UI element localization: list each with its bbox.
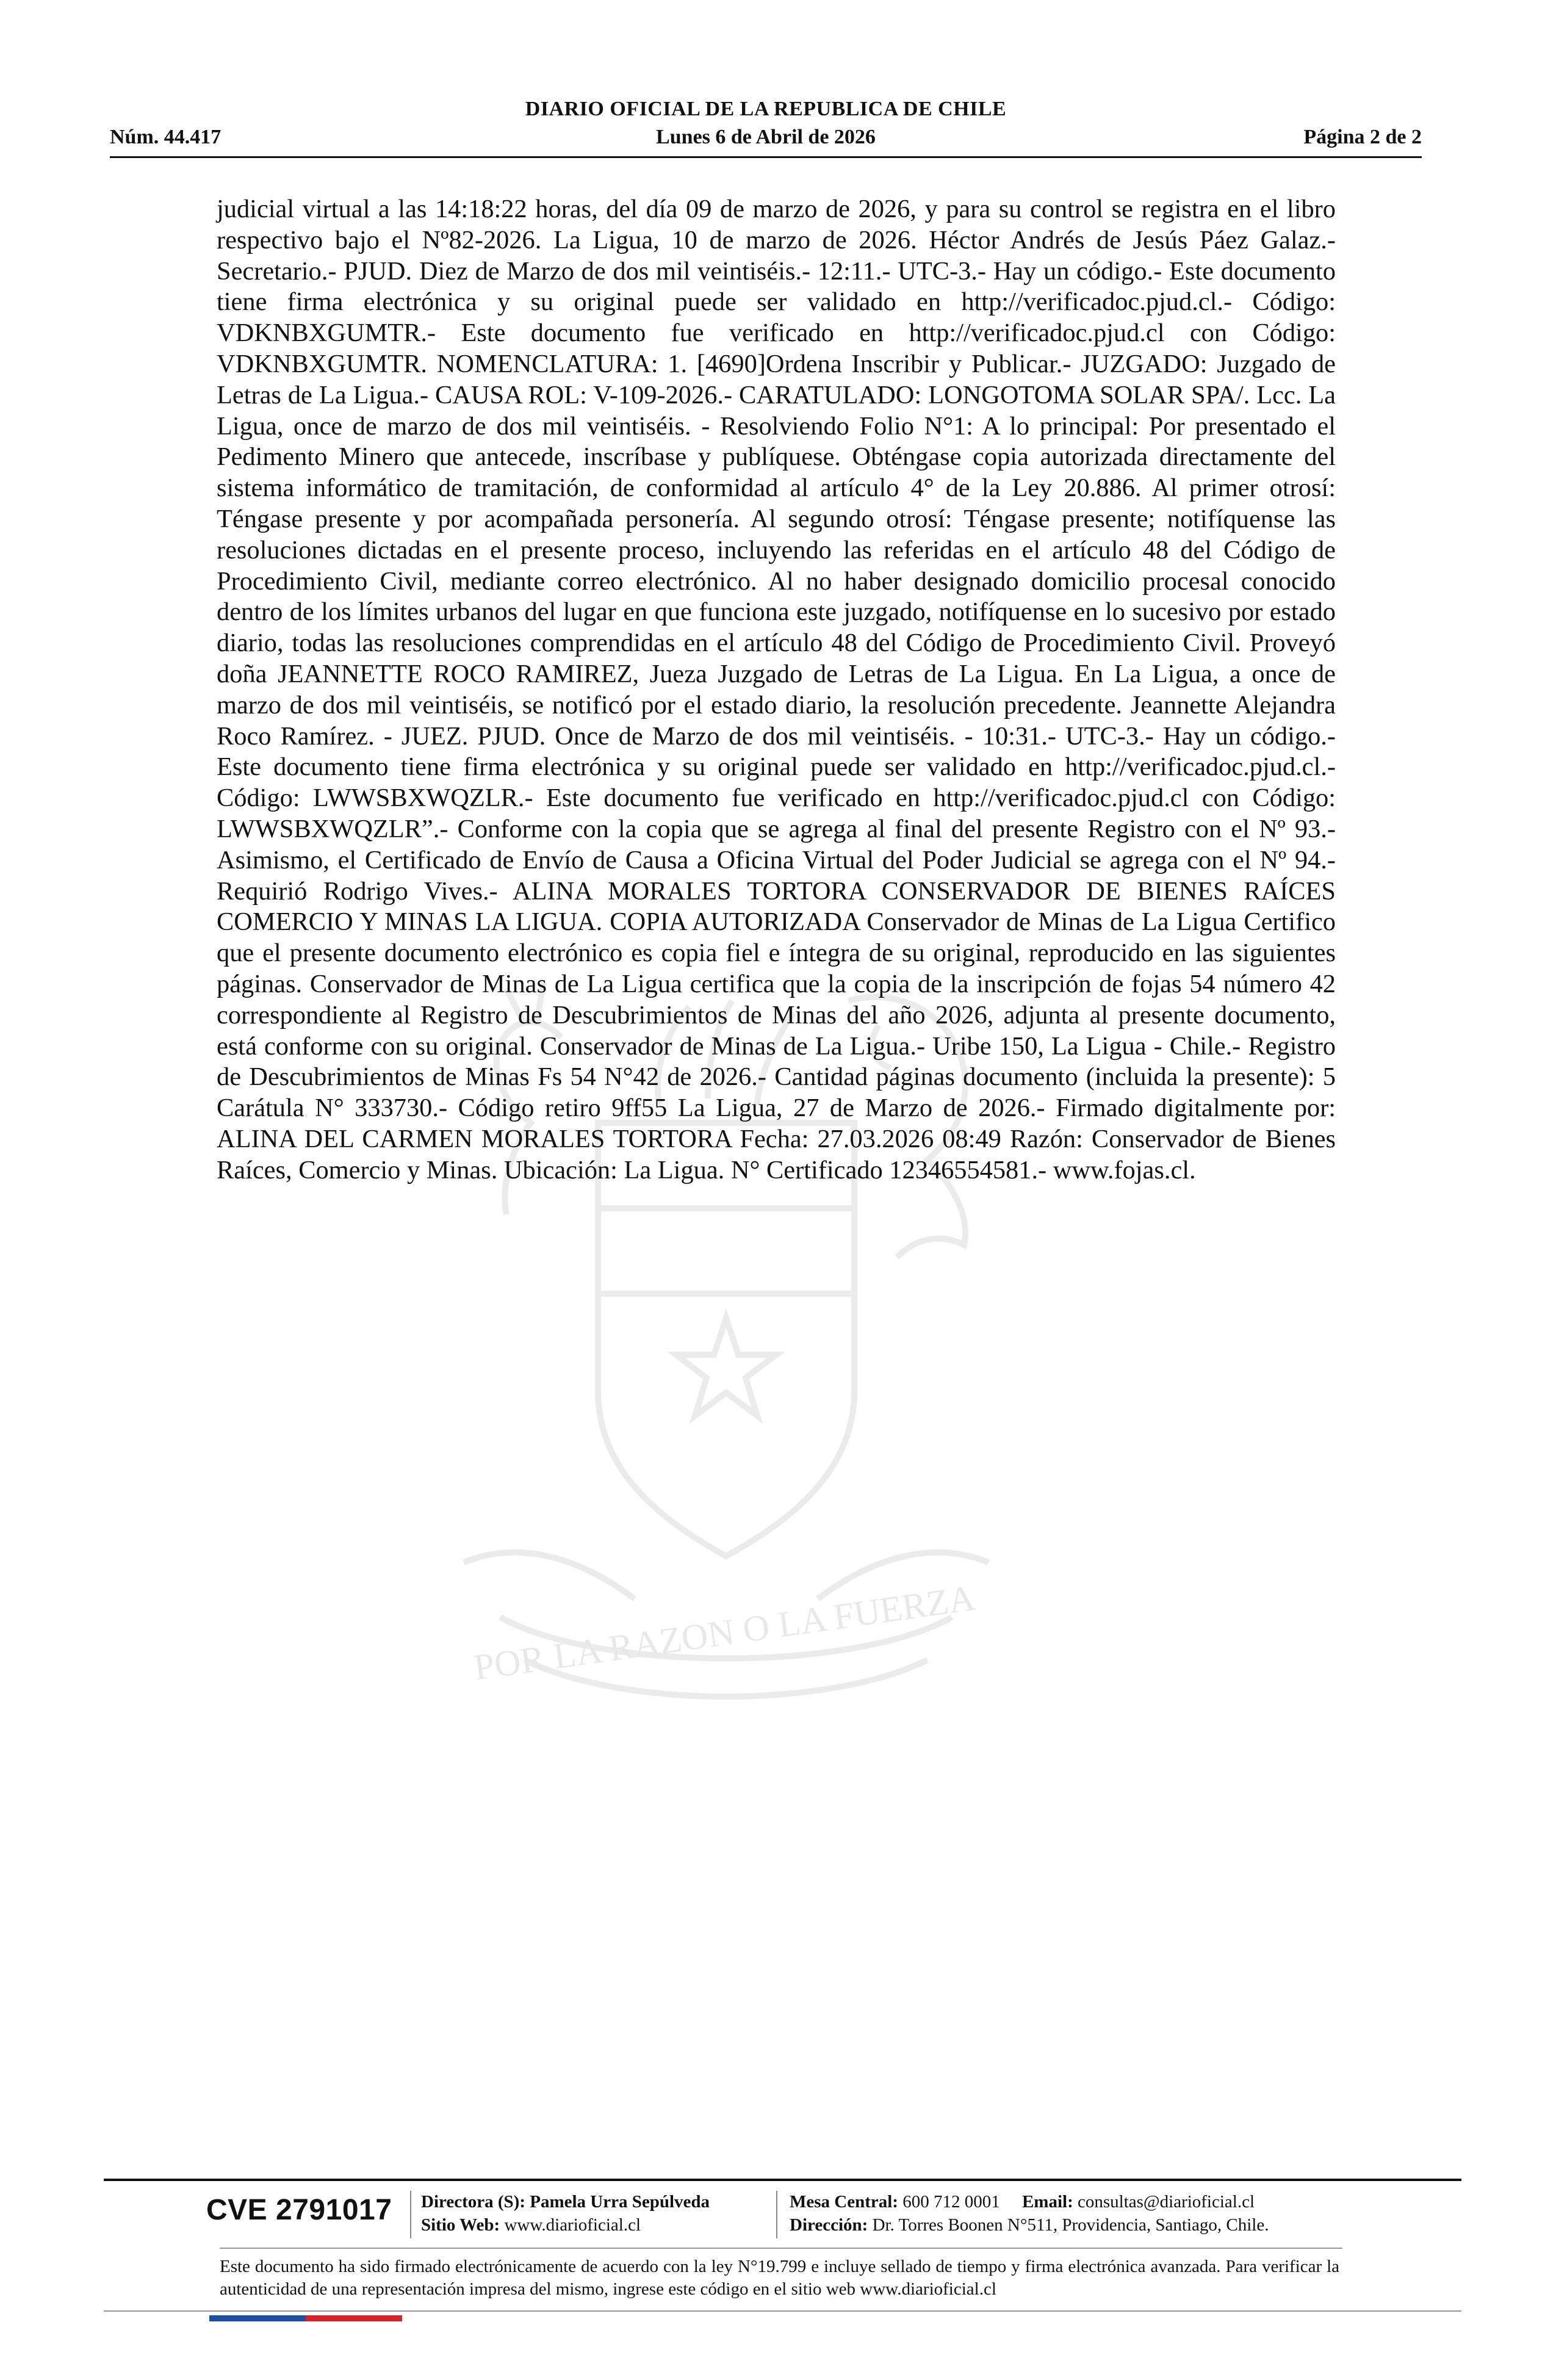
motto-text: POR LA RAZON O LA FUERZA [471, 1577, 978, 1688]
issue-date: Lunes 6 de Abril de 2026 [656, 126, 876, 148]
footer-divider-top [104, 2179, 1461, 2181]
signature-note: Este documento ha sido firmado electrónicamente de acuerdo con la ley N°19.799 e incluye sellado de tiempo y firma electrónica avanzada. Para verificar la autenticidad de una representación impresa del mismo, ingrese este código en el sitio web www.diarioficial.cl [220, 2257, 1339, 2299]
phone-number: 600 712 0001 [902, 2192, 1000, 2212]
address-value: Dr. Torres Boonen N°511, Providencia, Santiago, Chile. [872, 2215, 1269, 2235]
footer-separator [410, 2191, 411, 2238]
address-label: Dirección: [790, 2215, 868, 2235]
flag-red-segment [306, 2315, 402, 2321]
director-line [421, 2192, 710, 2212]
email-label: Email: [1021, 2192, 1073, 2212]
issue-number: Núm. 44.417 [110, 126, 222, 148]
website-link[interactable]: www.diarioficial.cl [504, 2215, 641, 2235]
director-name: Pamela Urra Sepúlveda [530, 2192, 710, 2212]
director-label: Directora (S): [421, 2192, 525, 2212]
header-divider [110, 156, 1422, 158]
flag-stripe [209, 2315, 402, 2321]
website-label: Sitio Web: [421, 2215, 500, 2235]
publication-title: DIARIO OFICIAL DE LA REPUBLICA DE CHILE [525, 98, 1007, 120]
footer-separator-mid [776, 2191, 777, 2238]
address-line [790, 2215, 1269, 2235]
footer-divider-mid [220, 2248, 1342, 2249]
legal-notice-body: judicial virtual a las 14:18:22 horas, del día 09 de marzo de 2026, y para su control se registra en el libro respectivo bajo el Nº82-2026. La Ligua, 10 de marzo de 2026. Héctor Andrés de Jesús Páez Galaz.- Secretario.- PJUD. Diez de Marzo de dos mil veintiséis.- 12:11.- UTC-3.- Hay un código.- Este documento tiene firma electrónica y su original puede ser validado en http://verificadoc.pjud.cl.- Código: VDKNBXGUMTR.- Este documento fue verificado en http://verificadoc.pjud.cl con Código: VDKNBXGUMTR. NOMENCLATURA: 1. [4690]Ordena Inscribir y Publicar.- JUZGADO: Juzgado de Letras de La Ligua.- CAUSA ROL: V-109-2026.- CARATULADO: LONGOTOMA SOLAR SPA/. Lcc. La Ligua, once de marzo de dos mil veintiséis. - Resolviendo Folio N°1: A lo principal: Por presentado el Pedimento Minero que antecede, inscríbase y publíquese. Obténgase copia autorizada directamente del sistema informático de tramitación, de conformidad al artículo 4° de la Ley 20.886. Al primer otrosí: Téngase presente y por acompañada personería. Al segundo otrosí: Téngase presente; notifíquense las resoluciones dictadas en el presente proceso, incluyendo las referidas en el artículo 48 del Código de Procedimiento Civil, mediante correo electrónico. Al no haber designado domicilio procesal conocido dentro de los límites urbanos del lugar en que funciona este juzgado, notifíquense en lo sucesivo por estado diario, todas las resoluciones comprendidas en el artículo 48 del Código de Procedimiento Civil. Proveyó doña JEANNETTE ROCO RAMIREZ, Jueza Juzgado de Letras de La Ligua. En La Ligua, a once de marzo de dos mil veintiséis, se notificó por el estado diario, la resolución precedente. Jeannette Alejandra Roco Ramírez. - JUEZ. PJUD. Once de Marzo de dos mil veintiséis. - 10:31.- UTC-3.- Hay un código.- Este documento tiene firma electrónica y su original puede ser validado en http://verificadoc.pjud.cl.- Código: LWWSBXWQZLR.- Este documento fue verificado en http://verificadoc.pjud.cl con Código: LWWSBXWQZLR”.- Conforme con la copia que se agrega al final del presente Registro con el Nº 93.- Asimismo, el Certificado de Envío de Causa a Oficina Virtual del Poder Judicial se agrega con el Nº 94.- Requirió Rodrigo Vives.- ALINA MORALES TORTORA CONSERVADOR DE BIENES RAÍCES COMERCIO Y MINAS LA LIGUA. COPIA AUTORIZADA Conservador de Minas de La Ligua Certifico que el presente documento electrónico es copia fiel e íntegra de su original, reproducido en las siguientes páginas. Conservador de Minas de La Ligua certifica que la copia de la inscripción de fojas 54 número 42 correspondiente al Registro de Descubrimientos de Minas del año 2026, adjunta al presente documento, está conforme con su original. Conservador de Minas de La Ligua.- Uribe 150, La Ligua - Chile.- Registro de Descubrimientos de Minas Fs 54 N°42 de 2026.- Cantidad páginas documento (incluida la presente): 5 Carátula N° 333730.- Código retiro 9ff55 La Ligua, 27 de Marzo de 2026.- Firmado digitalmente por: ALINA DEL CARMEN MORALES TORTORA Fecha: 27.03.2026 08:49 Razón: Conservador de Bienes Raíces, Comercio y Minas. Ubicación: La Ligua. N° Certificado 12346554581.- www.fojas.cl. [217, 195, 1336, 1185]
website-line [421, 2215, 641, 2235]
page-number: Página 2 de 2 [1303, 126, 1422, 148]
email-link[interactable]: consultas@diarioficial.cl [1078, 2192, 1255, 2212]
footer-divider-bottom [104, 2310, 1461, 2312]
contact-line [790, 2192, 1255, 2212]
phone-label: Mesa Central: [790, 2192, 898, 2212]
page-header [110, 93, 1422, 154]
cve-code: CVE 2791017 [206, 2194, 392, 2226]
flag-blue-segment [209, 2315, 306, 2321]
